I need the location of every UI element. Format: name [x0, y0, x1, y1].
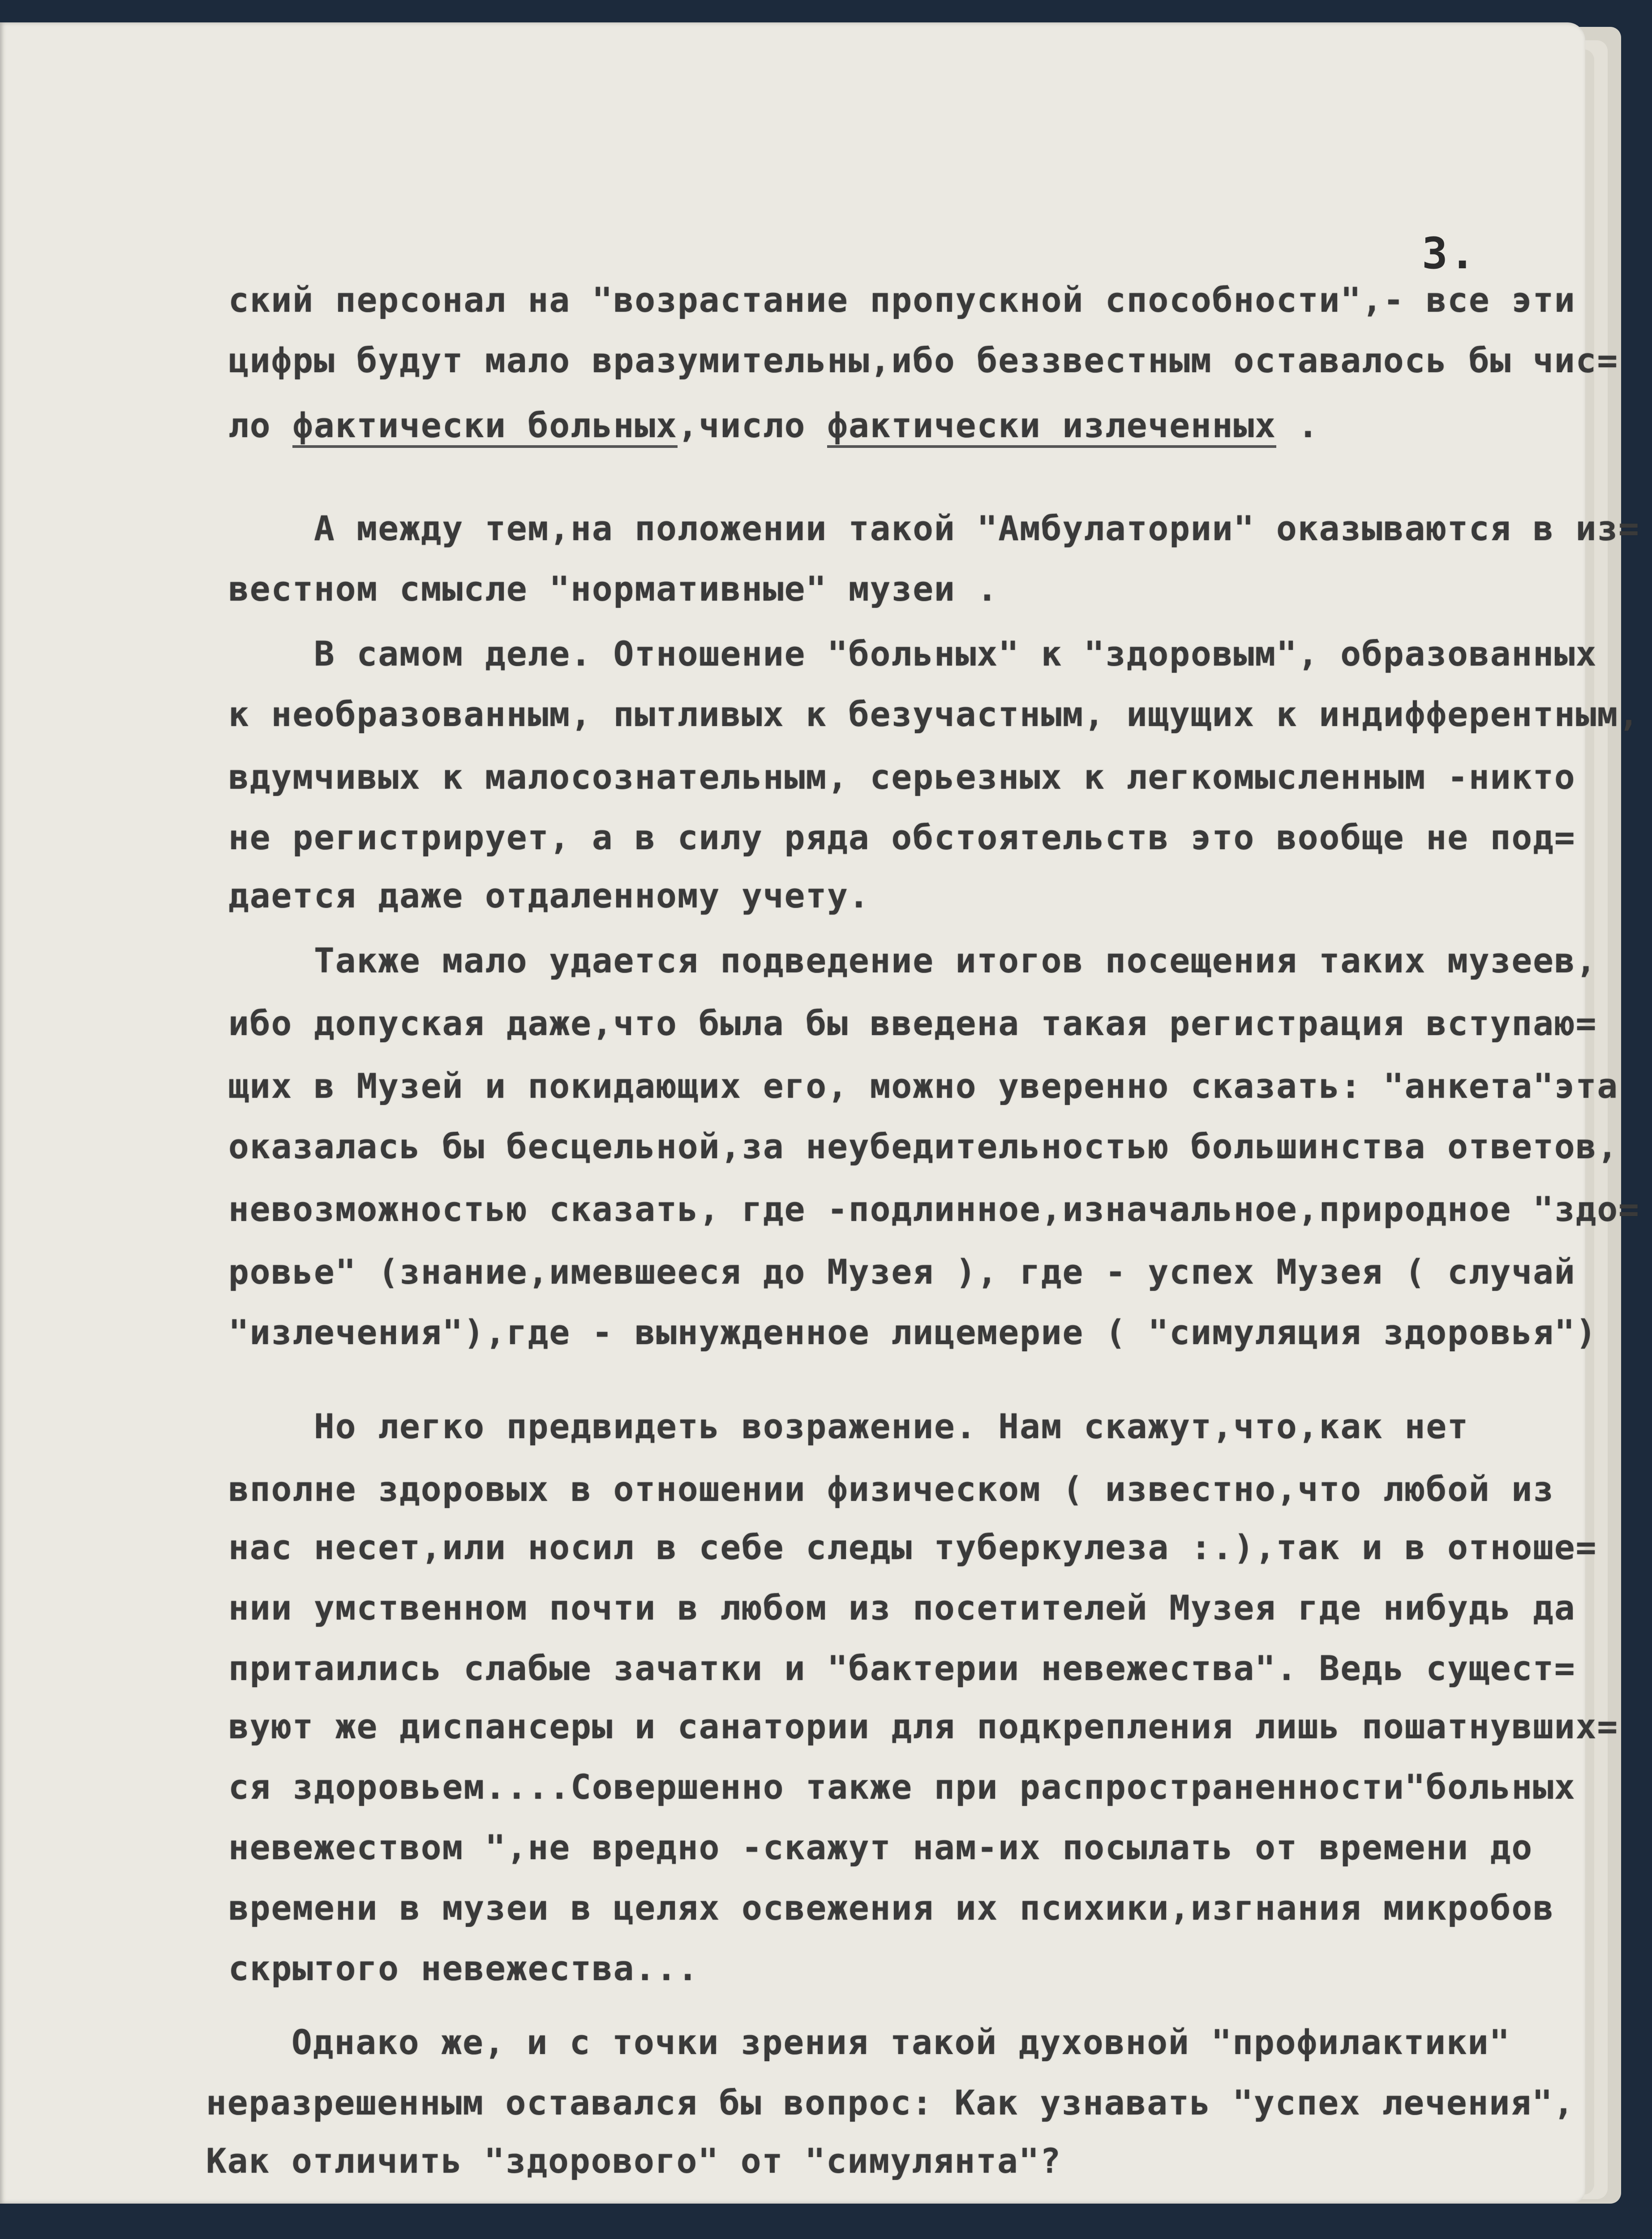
text-line	[228, 1001, 1652, 1046]
text-span: оказалась бы бесцельной,за неубедительностью большинства ответов,	[228, 1126, 1619, 1166]
text-line	[228, 1825, 1652, 1870]
text-line	[228, 755, 1652, 799]
text-span: ровье" (знание,имевшееся до Музея ), где - успех Музея ( случай	[228, 1252, 1576, 1292]
text-span: "излечения"),где - вынужденное лицемерие ( "симуляция здоровья")	[228, 1312, 1597, 1352]
text-span: к необразованным, пытливых к безучастным, ищущих к индифферентным,	[228, 694, 1640, 734]
text-span: ся здоровьем....Совершенно также при распространенности"больных	[228, 1767, 1576, 1807]
text-span: дается даже отдаленному учету.	[228, 876, 870, 915]
text-line	[228, 1404, 1652, 1449]
page-number: 3.	[1422, 228, 1477, 279]
text-line	[228, 1124, 1652, 1169]
text-line	[228, 1765, 1652, 1809]
text-span: вестном смысле "нормативные" музеи .	[228, 569, 999, 609]
text-line	[228, 873, 1652, 918]
text-line	[228, 815, 1652, 860]
text-span: вполне здоровых в отношении физическом ( известно,что любой из	[228, 1469, 1554, 1509]
text-span: Также мало удается подведение итогов посещения таких музеев,	[228, 941, 1597, 980]
text-span: времени в музеи в целях освежения их психики,изгнания микробов	[228, 1888, 1554, 1928]
text-line	[228, 1886, 1652, 1930]
text-span: А между тем,на положении такой "Амбулатории" оказываются в из=	[228, 508, 1640, 548]
text-line	[206, 2080, 1652, 2125]
text-line	[228, 567, 1652, 611]
text-line	[228, 506, 1652, 551]
text-line	[206, 2020, 1652, 2065]
text-line	[228, 1586, 1652, 1630]
text-span: Как отличить "здорового" от "симулянта"?	[206, 2141, 1062, 2181]
typewritten-page	[0, 22, 1640, 2204]
text-span: ло	[228, 405, 293, 445]
text-span: В самом деле. Отношение "больных" к "здоровым", образованных	[228, 634, 1597, 674]
text-line	[206, 2139, 1652, 2183]
text-line	[228, 1704, 1652, 1749]
text-line	[228, 403, 1652, 448]
text-span: Но легко предвидеть возражение. Нам скажут,что,как нет	[228, 1406, 1469, 1446]
text-line	[228, 938, 1652, 983]
text-span: невозможностью сказать, где -подлинное,изначальное,природное "здо=	[228, 1189, 1640, 1229]
text-span: ибо допуская даже,что была бы введена такая регистрация вступаю=	[228, 1003, 1597, 1043]
text-span: неразрешенным оставался бы вопрос: Как узнавать "успех лечения",	[206, 2083, 1575, 2123]
text-line	[228, 1310, 1652, 1355]
text-span: скрытого невежества...	[228, 1948, 699, 1988]
text-line	[228, 692, 1652, 737]
text-span: .	[1276, 405, 1319, 445]
text-line	[228, 1946, 1652, 1991]
text-line	[228, 338, 1652, 383]
text-span: ,число	[677, 405, 828, 445]
text-line	[228, 1250, 1652, 1294]
text-line	[228, 1525, 1652, 1570]
text-line	[228, 1187, 1652, 1232]
underlined-text: фактически излеченных	[827, 405, 1276, 448]
underlined-text: фактически больных	[292, 405, 678, 448]
text-span: цифры будут мало вразумительны,ибо беззвестным оставалось бы чис=	[228, 340, 1619, 380]
text-span: не регистрирует, а в силу ряда обстоятельств это вообще не под=	[228, 817, 1576, 857]
text-span: нии умственном почти в любом из посетителей Музея где нибудь да	[228, 1588, 1576, 1628]
text-line	[228, 632, 1652, 676]
text-span: ский персонал на "возрастание пропускной способности",- все эти	[228, 280, 1576, 320]
text-line	[228, 1467, 1652, 1512]
text-span: Однако же, и с точки зрения такой духовной "профилактики"	[206, 2022, 1511, 2062]
text-span: вдумчивых к малосознательным, серьезных к легкомысленным -никто	[228, 757, 1576, 797]
text-line	[228, 1064, 1652, 1109]
text-line	[228, 1646, 1652, 1691]
text-span: невежеством ",не вредно -скажут нам-их посылать от времени до	[228, 1827, 1533, 1867]
body-text	[0, 22, 1640, 2204]
text-span: вуют же диспансеры и санатории для подкрепления лишь пошатнувших=	[228, 1706, 1619, 1746]
text-span: щих в Музей и покидающих его, можно уверенно сказать: "анкета"эта	[228, 1066, 1619, 1106]
text-span: притаились слабые зачатки и "бактерии невежества". Ведь сущест=	[228, 1648, 1576, 1688]
text-line	[228, 278, 1652, 322]
text-span: нас несет,или носил в себе следы туберкулеза :.),так и в отноше=	[228, 1527, 1597, 1567]
